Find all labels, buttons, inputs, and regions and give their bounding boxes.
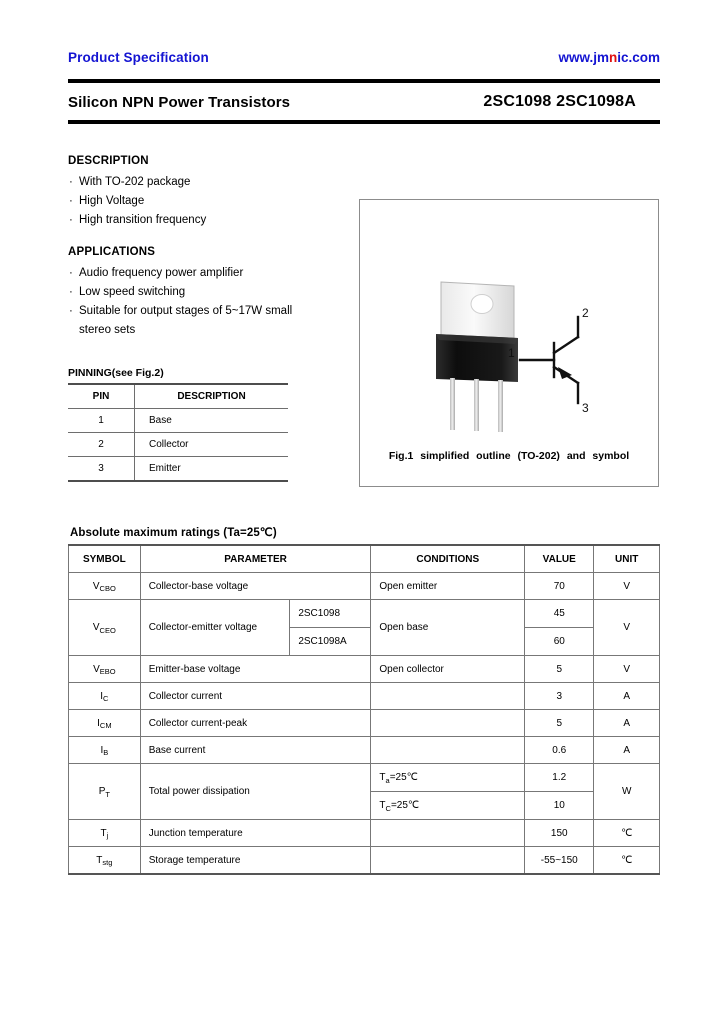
description-heading: DESCRIPTION: [68, 155, 149, 167]
row-value: 150: [525, 820, 594, 847]
ratings-title: Absolute maximum ratings (Ta=25℃): [70, 527, 277, 539]
bullet-icon: ·: [69, 214, 73, 226]
table-row: [69, 764, 660, 792]
pin-description: Emitter: [149, 463, 181, 474]
header-rule-top: [68, 79, 660, 83]
list-item-label: High transition frequency: [79, 214, 207, 226]
row-unit: V: [594, 656, 660, 683]
figure-caption: Fig.1 simplified outline (TO-202) and symbol: [388, 450, 630, 462]
table-row: [69, 847, 660, 875]
header-rule-bottom: [68, 120, 660, 124]
row-value: 5: [525, 710, 594, 737]
list-item-label: High Voltage: [79, 195, 145, 207]
table-header-row: [69, 545, 660, 573]
column-header-description: DESCRIPTION: [135, 384, 289, 409]
website-url: [558, 50, 660, 65]
bullet-icon: ·: [69, 195, 73, 207]
list-item-label: Suitable for output stages of 5~17W small: [79, 305, 293, 317]
row-value: 10: [525, 792, 594, 820]
column-header-pin: PIN: [68, 384, 135, 409]
list-item: [68, 264, 348, 283]
table-header-row: [68, 384, 288, 409]
pin-number: 2: [68, 433, 135, 457]
row-unit: A: [594, 737, 660, 764]
list-item-label: Audio frequency power amplifier: [79, 267, 244, 279]
row-conditions: Open collector: [371, 656, 525, 683]
bullet-icon: ·: [69, 305, 73, 317]
row-value: 70: [525, 573, 594, 600]
bullet-icon: ·: [69, 267, 73, 279]
list-item-label: With TO-202 package: [79, 176, 191, 188]
row-conditions: [371, 710, 525, 737]
website-url-post: ic.com: [617, 50, 660, 65]
row-parameter: Junction temperature: [140, 820, 371, 847]
left-column: [68, 155, 348, 340]
row-conditions: [371, 820, 525, 847]
row-unit: ℃: [594, 847, 660, 875]
row-unit: W: [594, 764, 660, 820]
row-symbol: $I_{CM}$: [69, 710, 141, 737]
row-symbol: $I_B$: [69, 737, 141, 764]
row-conditions: [371, 847, 525, 875]
applications-heading: APPLICATIONS: [68, 246, 156, 258]
table-row: [69, 573, 660, 600]
pin-description: Collector: [135, 433, 289, 457]
row-value: 3: [525, 683, 594, 710]
row-parameter: Base current: [140, 737, 371, 764]
row-symbol: $V_{CBO}$: [69, 573, 141, 600]
description-list: [68, 173, 348, 230]
row-symbol: $V_{CEO}$: [69, 600, 141, 656]
row-value: 5: [525, 656, 594, 683]
list-item: [68, 283, 348, 302]
row-value: 1.2: [525, 764, 594, 792]
table-row: [69, 600, 660, 628]
column-header-parameter: PARAMETER: [140, 545, 371, 573]
row-unit: A: [594, 710, 660, 737]
title-bar: [68, 87, 660, 117]
list-item: [68, 173, 348, 192]
list-item-label: Low speed switching: [79, 286, 186, 298]
row-parameter: Collector-emitter voltage: [140, 600, 290, 656]
row-conditions: $T_C=25℃$: [371, 792, 525, 820]
row-symbol: $I_C$: [69, 683, 141, 710]
row-unit: A: [594, 683, 660, 710]
website-url-pre: www.jm: [558, 50, 609, 65]
column-header-symbol: SYMBOL: [69, 545, 141, 573]
row-symbol: $T_j$: [69, 820, 141, 847]
symbol-label-emitter: 3: [582, 401, 589, 415]
website-url-accent: n: [608, 50, 618, 65]
pin-number: 1: [68, 409, 135, 433]
row-parameter: Emitter-base voltage: [140, 656, 371, 683]
list-item: [68, 211, 348, 230]
bullet-icon: ·: [69, 286, 73, 298]
row-conditions: $T_a=25℃$: [371, 764, 525, 792]
list-item-continuation: stereo sets: [79, 324, 136, 336]
row-value: 45: [525, 600, 594, 628]
row-conditions: [371, 683, 525, 710]
list-item: [68, 302, 348, 321]
product-specification-label: Product Specification: [68, 50, 209, 65]
row-parameter: Collector current: [140, 683, 371, 710]
symbol-label-collector: 2: [582, 306, 589, 320]
table-row: [68, 433, 288, 457]
symbol-label-base: 1: [508, 346, 515, 360]
row-value: -55~150: [525, 847, 594, 875]
row-sub-parameter: 2SC1098: [290, 600, 371, 628]
page-header: [68, 50, 660, 65]
pinning-title: PINNING(see Fig.2): [68, 367, 164, 379]
row-unit: ℃: [594, 820, 660, 847]
applications-list: [68, 264, 348, 340]
row-symbol: $P_T$: [69, 764, 141, 820]
row-unit: V: [594, 573, 660, 600]
column-header-value: VALUE: [525, 545, 594, 573]
row-conditions: Open emitter: [371, 573, 525, 600]
bullet-icon: ·: [69, 176, 73, 188]
figure-1-box: [359, 199, 659, 487]
row-symbol: $T_{stg}$: [69, 847, 141, 875]
column-header-conditions: CONDITIONS: [371, 545, 525, 573]
table-row: [68, 409, 288, 433]
row-conditions: [371, 737, 525, 764]
pinning-section: [68, 367, 288, 482]
table-row: [69, 656, 660, 683]
page-title: Silicon NPN Power Transistors: [68, 93, 291, 111]
npn-transistor-symbol: [508, 305, 618, 415]
row-value: 0.6: [525, 737, 594, 764]
row-symbol: $V_{EBO}$: [69, 656, 141, 683]
list-item: [68, 192, 348, 211]
part-numbers: 2SC1098 2SC1098A: [483, 93, 636, 110]
table-row: [68, 457, 288, 482]
row-parameter: Total power dissipation: [140, 764, 371, 820]
section-gap: [68, 230, 348, 246]
table-row: [69, 820, 660, 847]
row-parameter: Storage temperature: [140, 847, 371, 875]
table-row: [69, 737, 660, 764]
row-parameter: Collector-base voltage: [140, 573, 371, 600]
table-row: [69, 710, 660, 737]
column-header-unit: UNIT: [594, 545, 660, 573]
row-value: 60: [525, 628, 594, 656]
absolute-maximum-ratings-table: [68, 544, 660, 875]
row-conditions: Open base: [371, 600, 525, 656]
pin-number: 3: [68, 457, 135, 482]
pin-description: Base: [135, 409, 289, 433]
row-sub-parameter: 2SC1098A: [290, 628, 371, 656]
row-unit: V: [594, 600, 660, 656]
row-parameter: Collector current-peak: [140, 710, 371, 737]
pinning-table: [68, 383, 288, 482]
table-row: [69, 683, 660, 710]
